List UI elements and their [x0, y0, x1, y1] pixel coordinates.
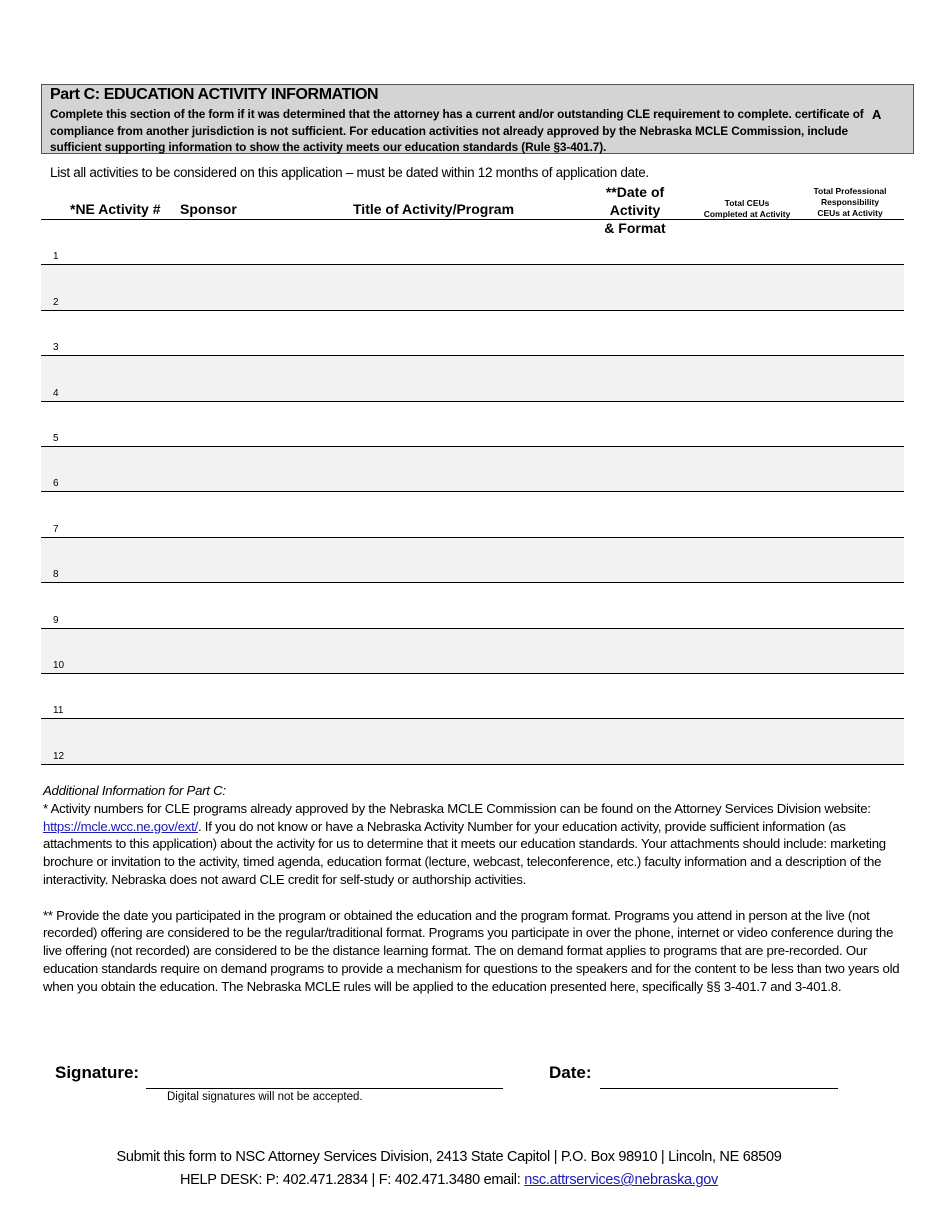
table-row[interactable]: [41, 265, 904, 310]
signature-field[interactable]: [146, 1088, 503, 1089]
section-description-a: A: [872, 107, 882, 122]
row-number: 2: [53, 296, 59, 308]
note1-text-after: . If you do not know or have a Nebraska Activity Number for your education activity, provide sufficient information (as attachments to this application) about the activity for us to determine that it meets our education standards. Your attachments should include: marketing brochure or invitation to the activity, timed agenda, education format (lecture, webcast, teleconference, etc.) faculty information and a description of the interactivity. Nebraska does not award CLE credit for self-study or authorship activities.: [43, 818, 886, 887]
column-header-professional-responsibility: [805, 186, 895, 219]
column-header-pr-line2: Responsibility: [820, 197, 880, 207]
table-row[interactable]: [41, 311, 904, 356]
table-row[interactable]: [41, 583, 904, 628]
column-header-title: Title of Activity/Program: [353, 201, 515, 217]
row-number: 8: [53, 569, 59, 581]
row-number: 7: [53, 523, 59, 535]
signature-label: Signature:: [55, 1063, 140, 1082]
table-row[interactable]: [41, 538, 904, 583]
signature-note: Digital signatures will not be accepted.: [167, 1091, 363, 1103]
part-c-header: [41, 84, 914, 154]
section-description: Complete this section of the form if it was determined that the attorney has a current and/or outstanding CLE requirement to complete. certificate of compliance from another jurisdiction is not sufficient. For education activities not already approved by the Nebraska MCLE Commission, include sufficient supporting information to show the activity meets our education standards (Rule §3-401.7).: [50, 107, 864, 154]
note-date-format: ** Provide the date you participated in the program or obtained the education and the program format. Programs you attend in person at the live (not recorded) offering are considered to be the regular/traditional format. Programs you participate in over the phone, internet or video conference during the live offering (not recorded) are considered to be the distance learning format. The on demand format applies to programs that are pre-recorded. Our education standards require on demand programs to provide a mechanism for questions to the speakers and for the content to be less than two years old when you obtain the education. The Nebraska MCLE rules will be applied to the education presented here, specifically §§ 3-401.7 and 3-401.8.: [43, 907, 900, 994]
table-row[interactable]: [41, 674, 904, 719]
table-row[interactable]: [41, 220, 904, 265]
row-number: 3: [53, 342, 59, 354]
additional-information: [43, 782, 911, 996]
date-field[interactable]: [600, 1088, 838, 1089]
table-row[interactable]: [41, 629, 904, 674]
table-row[interactable]: [41, 402, 904, 447]
email-link[interactable]: nsc.attrservices@nebraska.gov: [524, 1172, 718, 1188]
table-row[interactable]: [41, 719, 904, 764]
column-header-pr-line3: CEUs at Activity: [817, 208, 883, 218]
notes-heading: Additional Information for Part C:: [43, 783, 226, 798]
help-desk-text: HELP DESK: P: 402.471.2834 | F: 402.471.3480 email:: [179, 1172, 525, 1188]
row-number: 11: [53, 705, 64, 717]
section-title: Part C: EDUCATION ACTIVITY INFORMATION: [50, 86, 379, 103]
column-header-pr-line1: Total Professional: [813, 186, 887, 196]
instruction-text: List all activities to be considered on this application – must be dated within 12 months of application date.: [50, 165, 649, 180]
submission-address: Submit this form to NSC Attorney Services Division, 2413 State Capitol | P.O. Box 98910 | Lincoln, NE 68509: [116, 1149, 782, 1165]
column-header-date-line2: & Format: [604, 220, 666, 236]
row-number: 6: [53, 478, 59, 490]
row-number: 1: [53, 251, 59, 263]
note-activity-numbers: [43, 800, 911, 889]
help-desk-contact: [0, 1172, 898, 1188]
row-number: 12: [53, 750, 65, 762]
column-header-date-line1: **Date of Activity: [605, 184, 665, 218]
mcle-website-link[interactable]: https://mcle.wcc.ne.gov/ext/: [43, 818, 198, 834]
table-row[interactable]: [41, 356, 904, 401]
table-row[interactable]: [41, 492, 904, 537]
column-header-ne-activity: *NE Activity #: [70, 201, 161, 217]
note1-text-before: * Activity numbers for CLE programs already approved by the Nebraska MCLE Commission can be found on the Attorney Services Division website:: [43, 800, 871, 816]
activity-table: [41, 219, 904, 765]
row-number: 5: [53, 432, 59, 444]
row-number: 4: [53, 387, 59, 399]
row-number: 10: [53, 659, 65, 671]
column-header-sponsor: Sponsor: [180, 201, 237, 217]
column-header-ceus-line1: Total CEUs: [724, 198, 770, 208]
date-label: Date:: [549, 1063, 592, 1082]
table-row[interactable]: [41, 447, 904, 492]
column-header-ceus-line2: Completed at Activity: [703, 209, 791, 219]
row-number: 9: [53, 614, 59, 626]
column-header-total-ceus: [702, 198, 792, 220]
